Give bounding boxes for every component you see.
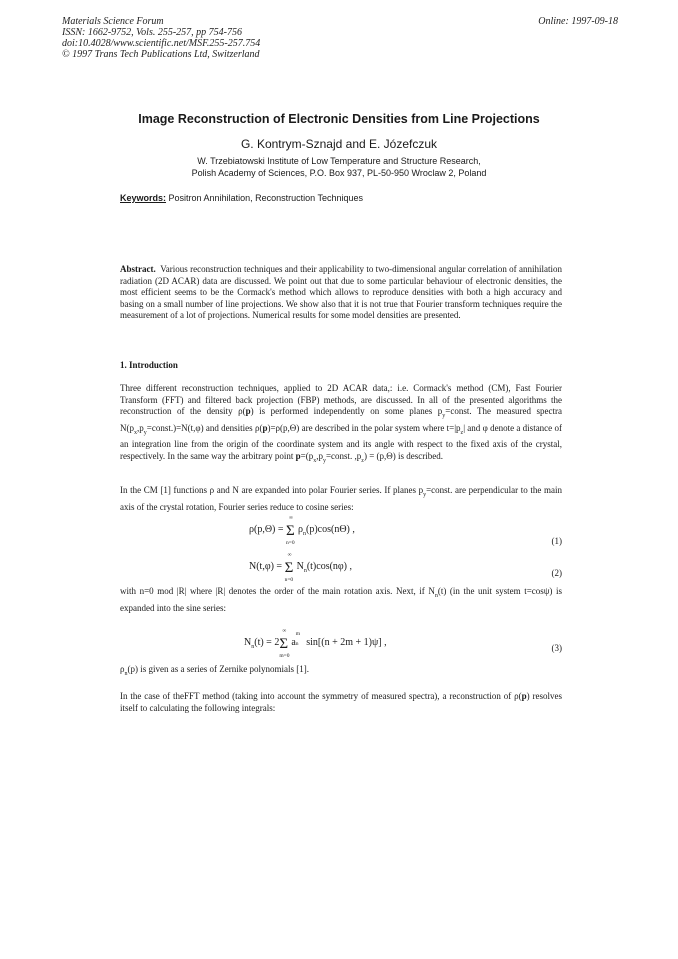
superscript: m <box>295 631 301 637</box>
subscript: y <box>423 492 427 498</box>
bold-symbol: p <box>262 422 268 433</box>
text-run: ,p <box>137 422 144 433</box>
subscript: n <box>295 641 299 647</box>
equation-3 <box>244 628 387 659</box>
eq-term: ρ <box>298 524 304 535</box>
authors: G. Kontrym-Sznajd and E. Józefczuk <box>240 137 438 151</box>
summation <box>279 628 291 659</box>
keywords <box>120 193 363 203</box>
keywords-text: Positron Annihilation, Reconstruction Techniques <box>168 193 363 203</box>
text-run: | and φ denote a distance of an integration line from the origin of the coordinate system and its angle with respect to the fixed axis of the crystal, respectively. In the same way the arbitrary point <box>120 422 562 461</box>
text-run: ) = (p,Θ) is described. <box>363 450 444 461</box>
summation <box>286 515 298 546</box>
paper-title: Image Reconstruction of Electronic Densities from Line Projections <box>138 112 540 126</box>
eq-lhs: N(t,φ) = <box>249 561 285 572</box>
doi-line: doi:10.4028/www.scientific.net/MSF.255-257.754 <box>62 38 261 49</box>
keywords-label: Keywords: <box>120 193 167 203</box>
sum-lower-limit: n=0 <box>286 540 295 546</box>
bold-symbol: p <box>245 406 251 417</box>
affiliation <box>0 156 678 179</box>
intro-paragraph-5 <box>120 691 562 714</box>
issn-line: ISSN: 1662-9752, Vols. 255-257, pp 754-756 <box>62 27 242 38</box>
subscript: x <box>134 429 137 436</box>
coefficient-indices <box>295 631 304 647</box>
text-run: Three different reconstruction techniques, applied to 2D ACAR data,: i.e. Cormack's method (CM), Fast Fourier Transform (FFT) and filtered back projection (FBP) methods, are discussed. In all of the presented algorithms the reconstruction of the density ρ( <box>120 383 562 417</box>
sum-lower-limit: m=0 <box>279 653 290 659</box>
text-run: =(p <box>300 450 314 461</box>
eq-term: (p)cos(nΘ) , <box>306 524 355 535</box>
bold-symbol: p <box>295 450 301 461</box>
intro-paragraph-2 <box>120 485 562 513</box>
text-run: (p) is given as a series of Zernike polynomials [1]. <box>127 664 309 674</box>
text-run: =const. are perpendicular to the main axis of the crystal rotation, Fourier series reduce to cosine series: <box>120 485 562 512</box>
subscript: n <box>303 531 307 537</box>
sum-upper-limit: ∞ <box>289 515 293 521</box>
subscript: y <box>442 413 446 420</box>
text-run: ) is performed independently on some planes p <box>250 406 443 417</box>
affiliation-line-2: Polish Academy of Sciences, P.O. Box 937, PL-50-950 Wroclaw 2, Poland <box>191 167 487 178</box>
intro-paragraph-4 <box>120 664 562 681</box>
online-date: Online: 1997-09-18 <box>538 16 618 27</box>
abstract <box>120 264 562 322</box>
equation-number-1: (1) <box>551 536 562 546</box>
subscript: n <box>251 644 255 650</box>
intro-paragraph-1 <box>120 383 562 468</box>
abstract-text: Various reconstruction techniques and their applicability to two-dimensional angular correlation of annihilation radiation (2D ACAR) data are discussed. We point out that due to some particular behaviour of electronic densities, the most efficient seems to be the Cormack's method which allows to reproduce densities with both a high accuracy and basing on a small number of line projections. We show also that it is not true that Fourier transform techniques require the measurement of a lot of projections. Numerical results for some model densities are presented. <box>120 264 563 321</box>
bold-symbol: p <box>521 691 527 701</box>
text-run: ,p <box>316 450 323 461</box>
eq-term: sin[(n + 2m + 1)ψ] , <box>303 637 387 648</box>
equation-number-3: (3) <box>551 643 562 653</box>
text-run: =const. The measured spectra N(p <box>120 406 562 433</box>
affiliation-line-1: W. Trzebiatowski Institute of Low Temperature and Structure Research, <box>197 156 481 166</box>
subscript: x <box>313 457 317 464</box>
sigma-symbol: Σ <box>286 523 295 539</box>
sum-upper-limit: ∞ <box>287 552 292 558</box>
copyright-line: © 1997 Trans Tech Publications Ltd, Switzerland <box>62 49 260 60</box>
text-run: =const. ,p <box>325 450 362 461</box>
journal-name: Materials Science Forum <box>62 16 164 27</box>
eq-term: N <box>296 561 304 572</box>
subscript: z <box>361 457 364 464</box>
eq-lhs: ρ(p,Θ) = <box>249 524 287 535</box>
subscript: n <box>124 671 128 677</box>
text-run: with n=0 mod |R| where |R| denotes the order of the main rotation axis. Next, if N <box>120 586 435 596</box>
subscript: z <box>460 429 464 436</box>
subscript: y <box>143 429 147 436</box>
text-run: In the case of theFFT method (taking into account the symmetry of measured spectra), a reconstruction of ρ( <box>120 691 522 701</box>
text-run: =const.)=N(t,φ) and densities ρ( <box>146 422 263 433</box>
text-run: )=ρ(p,Θ) are described in the polar system where t=|p <box>267 422 461 433</box>
subscript: n <box>303 568 307 574</box>
sigma-symbol: Σ <box>279 636 289 652</box>
intro-paragraph-3 <box>120 586 562 614</box>
publication-header <box>62 16 260 60</box>
subscript: n <box>434 593 438 599</box>
eq-term: (t)cos(nφ) , <box>306 561 353 572</box>
equation-number-2: (2) <box>551 568 562 578</box>
eq-lhs: N <box>244 637 252 648</box>
text-run: ) resolves itself to calculating the following integrals: <box>120 691 562 713</box>
text-run: (t) (in the unit system t=cosψ) is expanded into the sine series: <box>120 586 562 613</box>
sum-lower-limit: n=0 <box>284 577 294 583</box>
text-run: ρ <box>120 664 125 674</box>
subscript: y <box>322 457 326 464</box>
summation <box>284 552 297 583</box>
eq-lhs: (t) = 2 <box>254 637 280 648</box>
text-run: In the CM [1] functions ρ and N are expanded into polar Fourier series. If planes p <box>120 485 424 495</box>
equation-1 <box>249 515 355 546</box>
sum-upper-limit: ∞ <box>282 628 287 634</box>
equation-2 <box>249 552 353 583</box>
eq-term: a <box>291 637 296 648</box>
section-heading: 1. Introduction <box>120 360 178 370</box>
sigma-symbol: Σ <box>284 560 294 576</box>
abstract-label: Abstract. <box>120 264 156 274</box>
